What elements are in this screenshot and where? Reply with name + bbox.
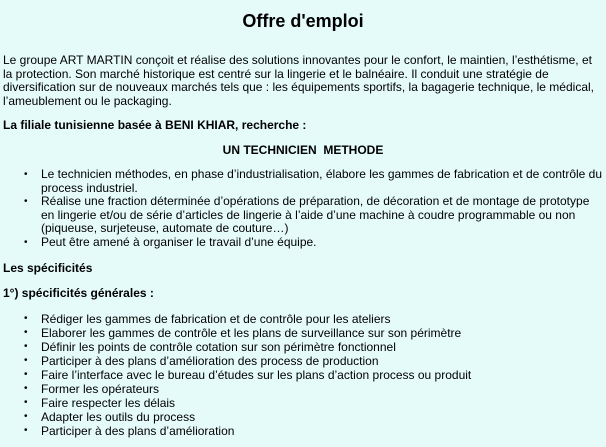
list-item	[24, 410, 603, 424]
list-item-text: Faire l’interface avec le bureau d’études sur les plans d’action process ou produit	[41, 368, 472, 382]
filiale-heading: La filiale tunisienne basée à BENI KHIAR, recherche :	[3, 118, 307, 132]
bullet-icon: •	[24, 425, 28, 436]
list-item-text: Former les opérateurs	[41, 382, 160, 396]
bullet-icon: •	[24, 327, 28, 338]
specificites-generales-heading: 1°) spécificités générales :	[3, 285, 154, 300]
bullet-icon: •	[24, 369, 28, 380]
list-item	[24, 340, 603, 354]
list-item	[24, 234, 603, 250]
list-item	[24, 312, 603, 326]
bullet-icon: •	[24, 313, 28, 324]
page-title: Offre d'emploi	[242, 11, 364, 31]
company-intro: Le groupe ART MARTIN conçoit et réalise des solutions innovantes pour le confort, le maintien, l’esthétisme, et la protection. Son marché historique est centré sur la lingerie et le balnéaire. Il conduit une stratégie de diversification sur de nouveaux marchés tels que : les équipements sportifs, la bagagerie technique, le médical, l’ameublement ou le packaging.	[3, 53, 594, 108]
list-item-text: Adapter les outils du process	[41, 410, 196, 424]
bullet-icon: •	[24, 169, 28, 180]
list-item-text: Le technicien méthodes, en phase d’industrialisation, élabore les gammes de fabrication et de contrôle du process industriel.	[41, 167, 603, 195]
bullet-icon: •	[24, 397, 28, 408]
specificites-generales-list	[3, 312, 603, 438]
specificites-heading: Les spécificités	[3, 261, 93, 275]
missions-list	[3, 168, 603, 249]
list-item	[24, 326, 603, 340]
list-item	[24, 167, 603, 195]
bullet-icon: •	[24, 341, 28, 352]
list-item	[24, 354, 603, 368]
list-item	[24, 194, 603, 236]
list-item	[24, 424, 603, 438]
list-item-text: Faire respecter les délais	[41, 396, 176, 410]
list-item-text: Réalise une fraction déterminée d’opérations de préparation, de décoration et de montage de prototype en lingerie et/ou de série d’articles de lingerie à l’aide d’une machine à coudre programmable ou non (piqueuse, surjeteuse, automate de couture…)	[41, 194, 590, 235]
list-item	[24, 382, 603, 396]
list-item	[24, 396, 603, 410]
list-item	[24, 368, 603, 382]
list-item-text: Participer à des plans d’amélioration	[41, 424, 235, 438]
bullet-icon: •	[24, 383, 28, 394]
list-item-text: Rédiger les gammes de fabrication et de contrôle pour les ateliers	[41, 312, 391, 326]
bullet-icon: •	[24, 236, 28, 248]
list-item-text: Peut être amené à organiser le travail d’une équipe.	[41, 234, 317, 249]
list-item-text: Elaborer les gammes de contrôle et les plans de surveillance sur son périmètre	[41, 326, 462, 340]
bullet-icon: •	[24, 411, 28, 422]
bullet-icon: •	[24, 355, 28, 366]
list-item-text: Définir les points de contrôle cotation sur son périmètre fonctionnel	[41, 340, 396, 354]
bullet-icon: •	[24, 196, 28, 207]
job-title: UN TECHNICIEN METHODE	[222, 142, 384, 157]
list-item-text: Participer à des plans d’amélioration des process de production	[41, 354, 379, 368]
